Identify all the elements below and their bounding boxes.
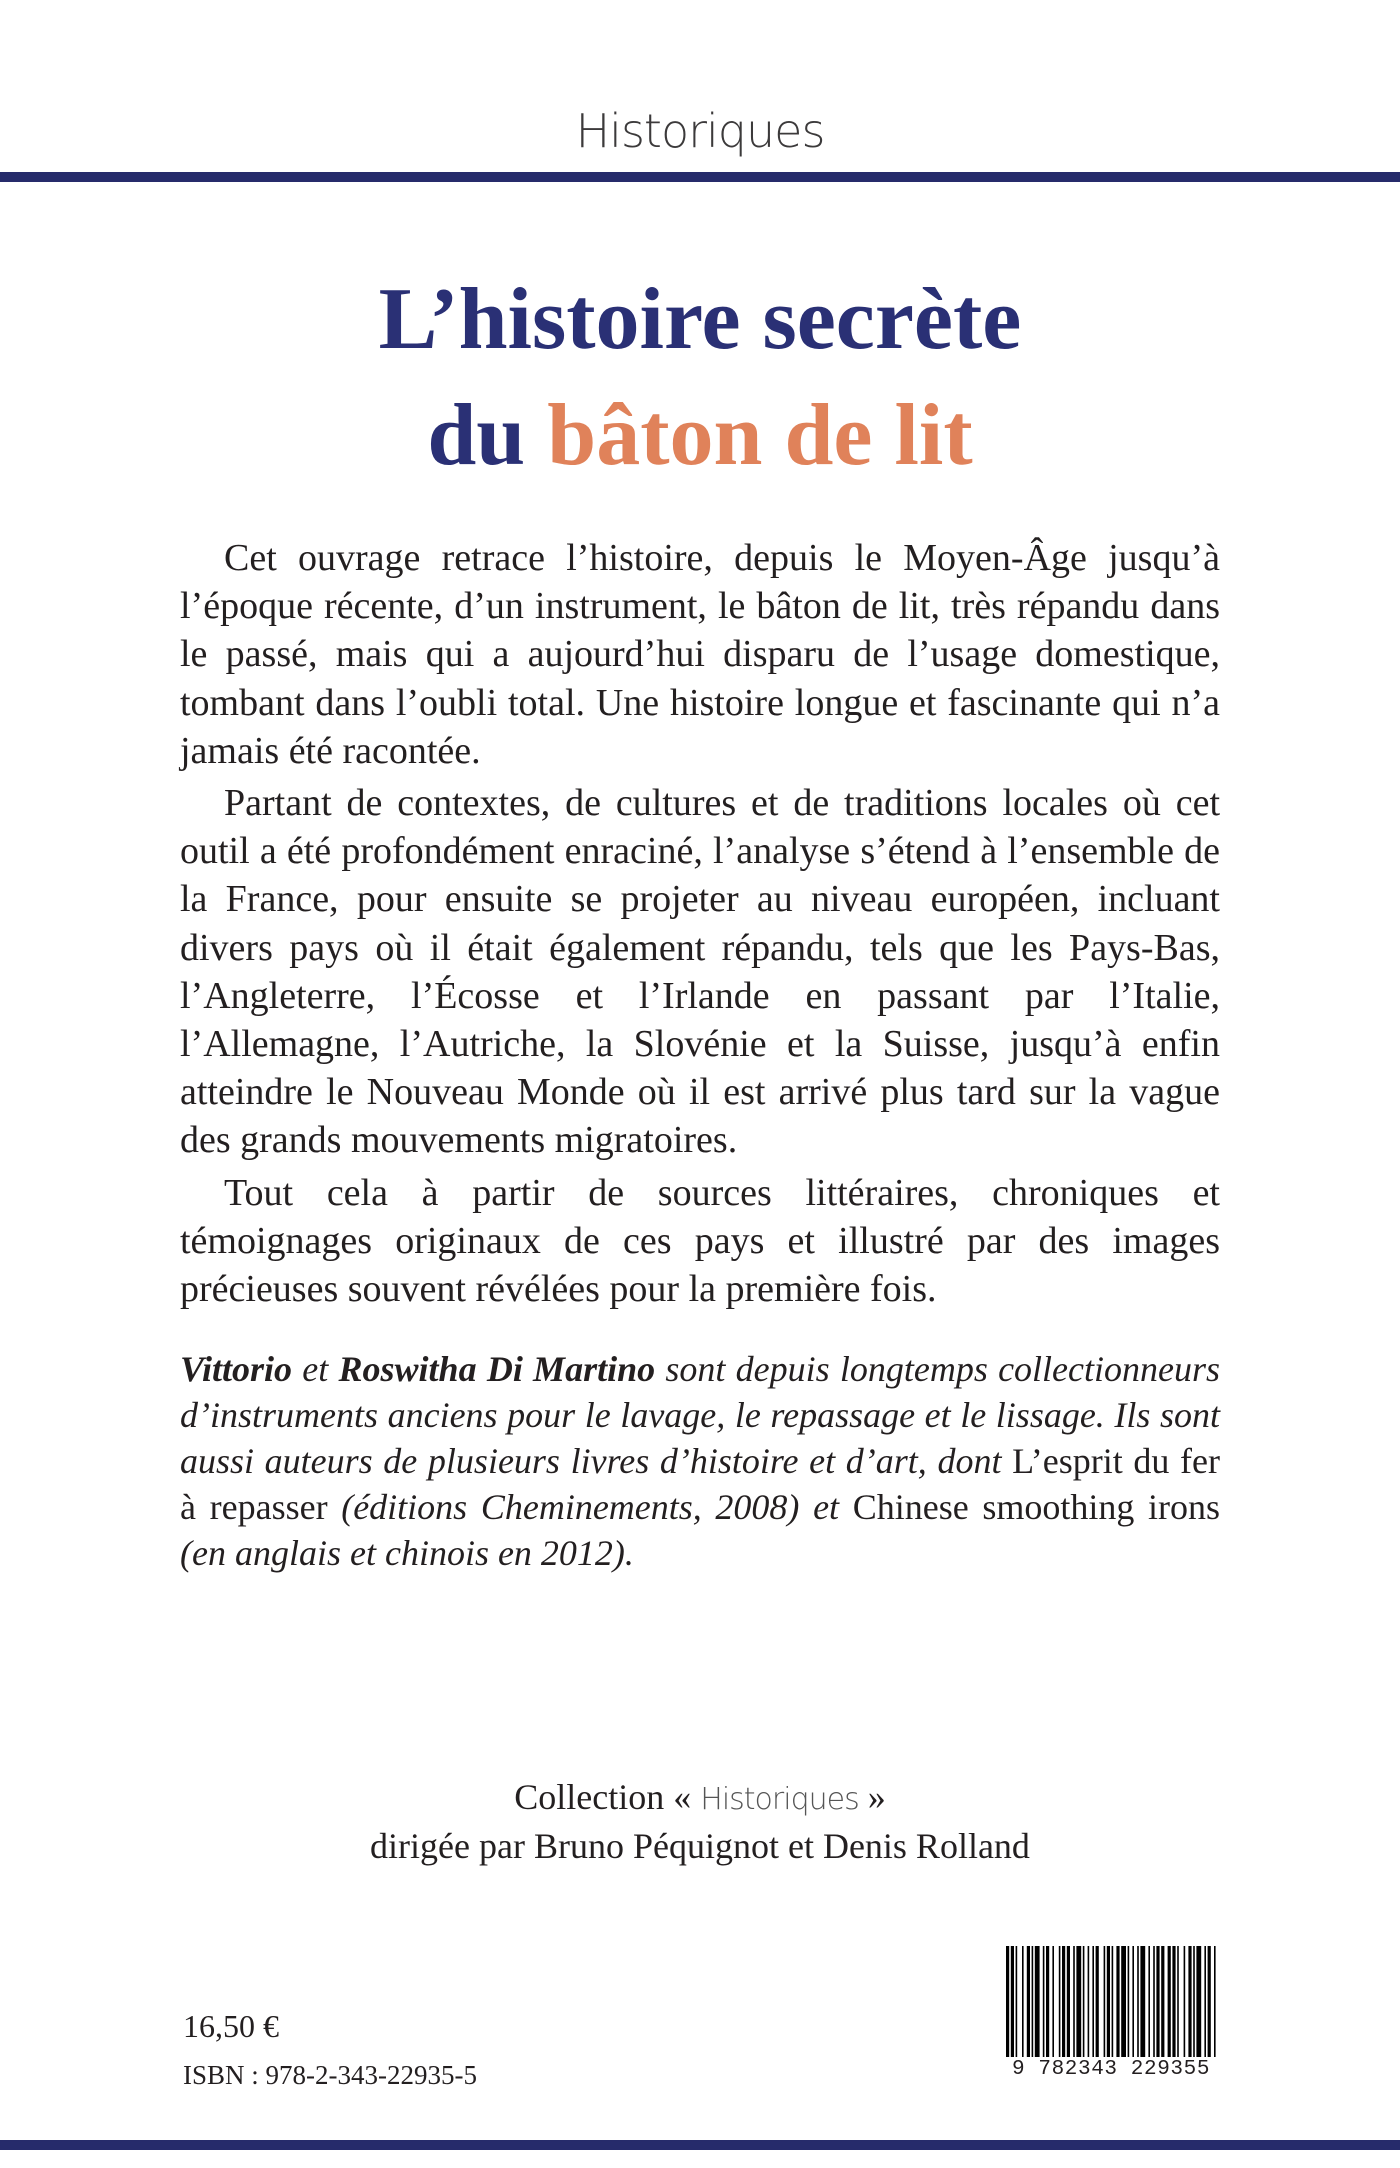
barcode-bar	[1188, 1946, 1191, 2062]
barcode-bar	[1035, 1946, 1040, 2062]
barcode-bar	[1046, 1946, 1049, 2062]
barcode-bar	[1161, 1946, 1164, 2062]
barcode-bar	[1022, 1946, 1024, 2062]
barcode-bar	[1011, 1946, 1014, 2062]
barcode-bar	[1062, 1946, 1065, 2062]
barcode-bar	[1177, 1946, 1179, 2062]
barcode-bar	[1214, 1946, 1216, 2062]
bottom-rule	[0, 2140, 1400, 2150]
barcode-bar	[1032, 1946, 1034, 2062]
barcode-bar	[1073, 1946, 1075, 2062]
barcode-bar	[1168, 1946, 1171, 2062]
collection-line	[0, 1774, 1400, 1823]
blurb	[180, 534, 1220, 1317]
author-bio-text-2: (éditions Cheminements, 2008) et	[327, 1487, 853, 1527]
title-line-2	[0, 378, 1400, 494]
barcode-bar	[1104, 1946, 1106, 2062]
top-rule	[0, 172, 1400, 182]
book-title	[0, 262, 1400, 494]
collection-prefix: Collection «	[514, 1777, 701, 1817]
barcode-bar	[1137, 1946, 1139, 2062]
barcode-bar	[1083, 1946, 1085, 2062]
barcode-bar	[1196, 1946, 1201, 2062]
barcode-bar	[1148, 1946, 1150, 2062]
author-bio-text-1: sont depuis longtemps collectionneurs d’instruments anciens pour le lavage, le repassage et le lissage. Ils sont aussi auteurs de plusieurs livres d’histoire et d’art, dont	[180, 1349, 1221, 1481]
blurb-paragraph: Tout cela à partir de sources littéraires, chroniques et témoignages originaux de ces pays et illustré par des images précieuses souvent révélées pour la première fois.	[180, 1171, 1220, 1311]
book-title-2: Chinese smoothing irons	[852, 1487, 1220, 1527]
barcode-bar	[1172, 1946, 1175, 2062]
author-name-2: Roswitha Di Martino	[338, 1349, 656, 1389]
barcode-bar	[1140, 1946, 1145, 2062]
barcode-bar	[1132, 1946, 1134, 2062]
barcode-bar	[1153, 1946, 1155, 2062]
title-line-1: L’histoire secrète	[378, 271, 1022, 368]
barcode-bar	[1006, 1946, 1009, 2062]
blurb-paragraph: Partant de contextes, de cultures et de traditions locales où cet outil a été profondément enraciné, l’analyse s’étend à l’ensemble de la France, pour ensuite se projeter au niveau européen, incluant divers pays où il était également répandu, tels que les Pays-Bas, l’Angleterre, l’Écosse et l’Irlande en passant par l’Italie, l’Allemagne, l’Autriche, la Slovénie et la Suisse, jusqu’à enfin atteindre le Nouveau Monde où il est arrivé plus tard sur la vague des grands mouvements migratoires.	[180, 782, 1220, 1162]
barcode-bar	[1052, 1946, 1054, 2062]
barcode-bar	[1208, 1946, 1211, 2062]
barcode-bar	[1076, 1946, 1081, 2062]
barcode-bar	[1059, 1946, 1061, 2062]
collection-suffix: »	[858, 1777, 886, 1817]
blurb-paragraph: Cet ouvrage retrace l’histoire, depuis le Moyen-Âge jusqu’à l’époque récente, d’un instrument, le bâton de lit, très répandu dans le passé, mais qui a aujourd’hui disparu de l’usage domestique, tombant dans l’oubli total. Une histoire longue et fascinante qui n’a jamais été racontée.	[180, 537, 1220, 772]
barcode-bar	[1092, 1946, 1094, 2062]
barcode-bar	[1067, 1946, 1070, 2062]
barcode-bar	[1116, 1946, 1119, 2062]
barcode-bar	[1184, 1946, 1186, 2062]
author-bio-text-3: (en anglais et chinois en 2012).	[180, 1533, 634, 1573]
barcode-bar	[1112, 1946, 1114, 2062]
barcode-bar	[1121, 1946, 1126, 2062]
series-label: Historiques	[575, 104, 825, 158]
isbn: ISBN : 978-2-343-22935-5	[183, 2060, 477, 2090]
author-bio	[180, 1346, 1220, 1576]
barcode-bar	[1027, 1946, 1030, 2062]
barcode-bar	[1016, 1946, 1018, 2062]
barcode-bar	[1193, 1946, 1195, 2062]
collection-editors: dirigée par Bruno Péquignot et Denis Rolland	[370, 1826, 1030, 1866]
barcode-bar	[1088, 1946, 1090, 2062]
collection-info	[0, 1774, 1400, 1869]
barcode-bar	[1204, 1946, 1206, 2062]
barcode-bar	[1156, 1946, 1159, 2062]
collection-series: Historiques	[700, 1782, 859, 1817]
author-name-1: Vittorio	[180, 1349, 293, 1389]
title-line-2-accent: bâton de lit	[547, 387, 973, 484]
title-line-2-lead: du	[427, 387, 526, 484]
barcode-bar	[1107, 1946, 1110, 2062]
book-title-1: L’esprit du fer à repasser	[180, 1441, 1221, 1527]
barcode-bar	[1043, 1946, 1045, 2062]
barcode-bar	[1096, 1946, 1099, 2062]
barcode-bar	[1128, 1946, 1130, 2062]
price: 16,50 €	[183, 2008, 279, 2044]
barcode-digits: 9 782343 229355	[1002, 2057, 1220, 2083]
author-conj: et	[292, 1349, 339, 1389]
